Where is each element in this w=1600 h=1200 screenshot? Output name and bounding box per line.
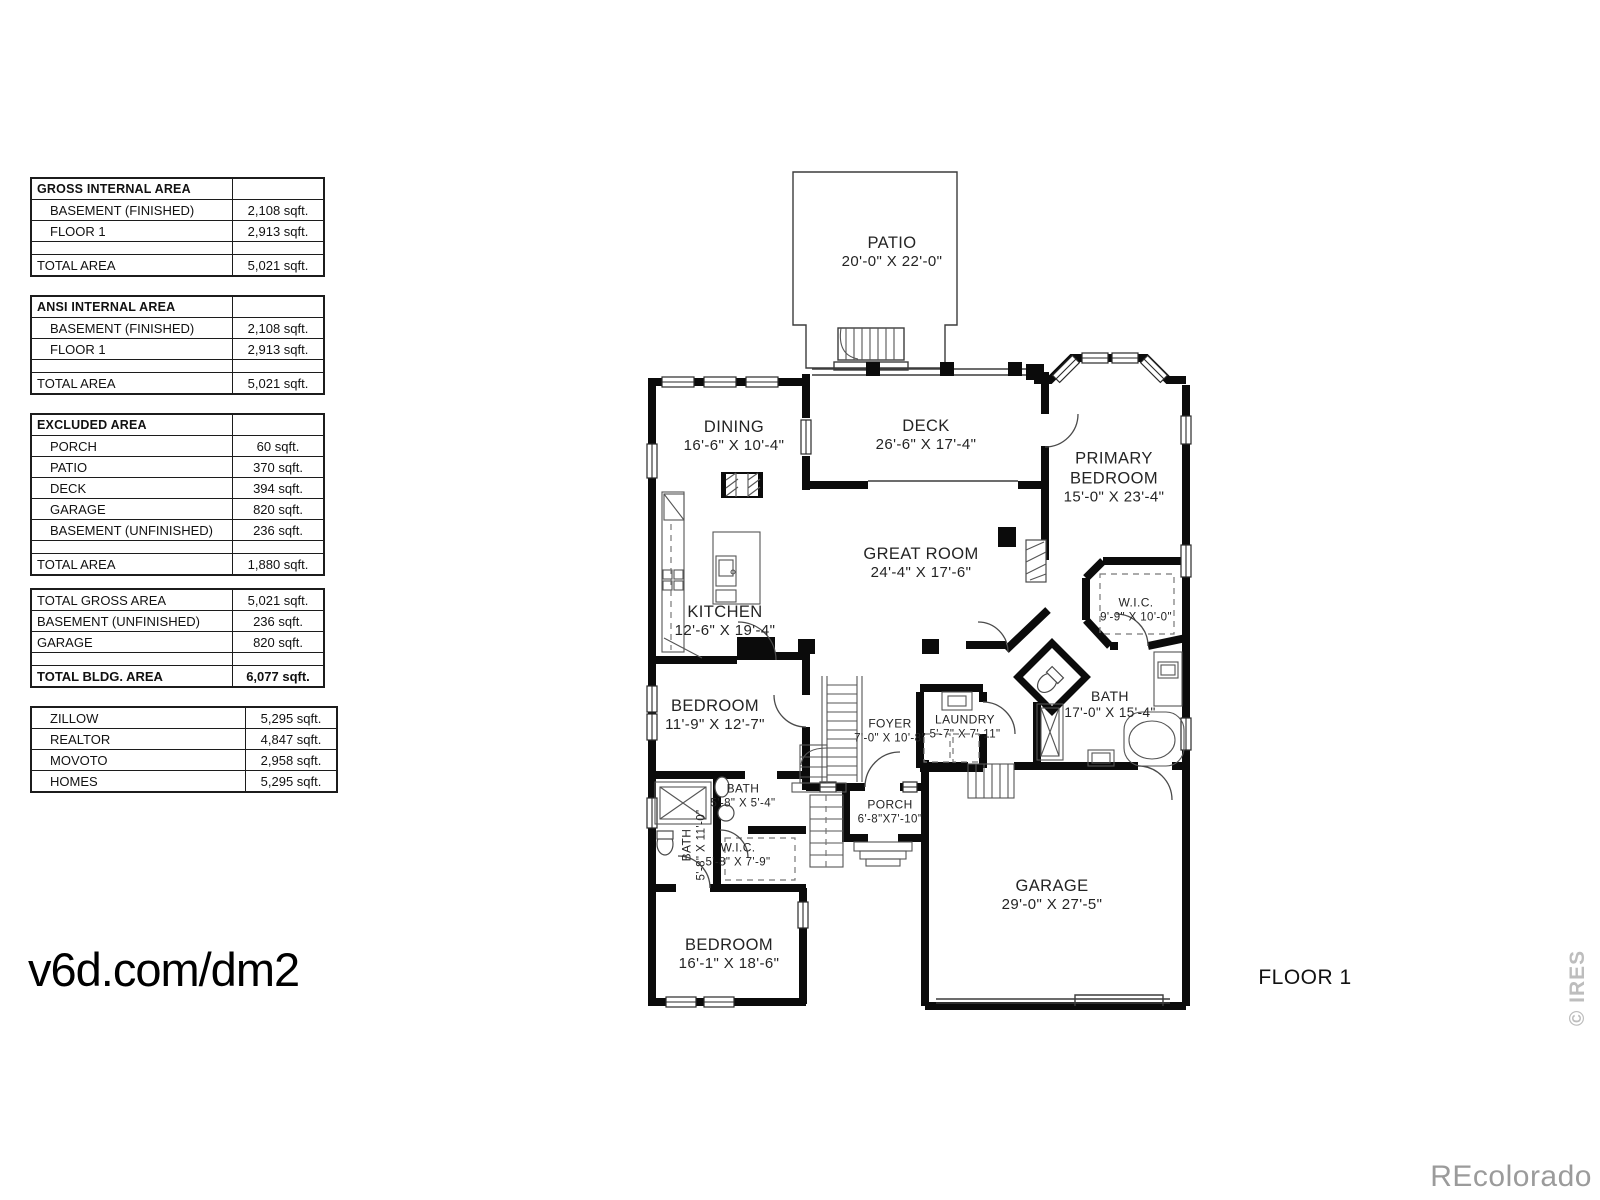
room-name: GREAT ROOM [863, 544, 979, 563]
room-name: BATH [1091, 688, 1129, 705]
room-dimensions: 12'-6" X 19'-4" [674, 621, 776, 639]
table-cell-label: BASEMENT (FINISHED) [31, 318, 233, 339]
room-label-w-i-c- [705, 841, 770, 870]
room-dimensions: 17'-0" X 15'-4" [1064, 705, 1156, 721]
table-cell-label: BASEMENT (UNFINISHED) [31, 611, 233, 632]
room-label-porch [858, 798, 923, 827]
room-label-bedroom [665, 696, 765, 734]
room-dimensions: 11'-9" X 12'-7" [665, 715, 765, 733]
room-name: DINING [703, 417, 765, 436]
table-cell-label: TOTAL AREA [31, 554, 233, 576]
table-cell-value: 6,077 sqft. [233, 666, 325, 688]
table-cell-value: 2,108 sqft. [233, 200, 325, 221]
table-cell-label: TOTAL GROSS AREA [31, 589, 233, 611]
room-name: BEDROOM [684, 935, 774, 954]
room-name: BEDROOM [670, 696, 760, 715]
table-cell-value: 2,108 sqft. [233, 318, 325, 339]
room-dimensions: 16'-1" X 18'-6" [678, 954, 780, 972]
room-name: BATH [679, 828, 694, 862]
room-dimensions: 7'-0" X 10'-8" [854, 732, 926, 745]
watermark-url: v6d.com/dm2 [28, 943, 300, 996]
table-cell-label: REALTOR [31, 729, 246, 750]
table-cell-value: 5,295 sqft. [246, 771, 338, 793]
room-dimensions: 24'-4" X 17'-6" [870, 563, 972, 581]
table-cell-label: BASEMENT (UNFINISHED) [31, 520, 233, 541]
room-label-kitchen [675, 602, 776, 640]
table-cell-label: FLOOR 1 [31, 339, 233, 360]
table-cell-label: DECK [31, 478, 233, 499]
table-cell-value: 2,913 sqft. [233, 221, 325, 242]
room-name: W.I.C. [1118, 595, 1154, 610]
ires-copyright: © IRES [1566, 949, 1589, 1027]
room-label-garage [1002, 876, 1103, 914]
table-cell-label: GARAGE [31, 632, 233, 653]
table-cell-value: 820 sqft. [233, 499, 325, 520]
table-cell-label: TOTAL BLDG. AREA [31, 666, 233, 688]
table-cell-value: 394 sqft. [233, 478, 325, 499]
room-label-laundry [929, 713, 1000, 742]
room-label-bath [1064, 688, 1155, 722]
room-dimensions: 29'-0" X 27'-5" [1001, 895, 1103, 913]
table-cell-label: TOTAL AREA [31, 255, 233, 277]
room-name: KITCHEN [687, 602, 763, 621]
room-dimensions: 16'-6" X 10'-4" [683, 436, 785, 454]
floor-number-label: FLOOR 1 [1258, 966, 1352, 989]
room-dimensions: 5'-8" X 7'-9" [705, 856, 771, 869]
room-label-dining [684, 417, 785, 455]
room-dimensions: 5'-7" X 7'-11" [929, 728, 1001, 741]
table-cell-value: 60 sqft. [233, 436, 325, 457]
table-cell-value: 5,021 sqft. [233, 373, 325, 395]
room-dimensions: 9'-9" X 10'-0" [1100, 611, 1172, 624]
room-name: PORCH [867, 797, 913, 812]
room-dimensions: 26'-6" X 17'-4" [875, 435, 977, 453]
room-name: LAUNDRY [935, 712, 995, 727]
table-cell-label: MOVOTO [31, 750, 246, 771]
room-name: W.I.C. [720, 840, 756, 855]
room-label-primary-bedroom [1044, 449, 1184, 508]
room-name: FOYER [868, 716, 912, 731]
room-dimensions: 6'-8"X7'-10" [857, 813, 923, 826]
table-cell-label: BASEMENT (FINISHED) [31, 200, 233, 221]
table-cell-value: 2,958 sqft. [246, 750, 338, 771]
room-name: DECK [902, 416, 950, 435]
room-dimensions: 20'-0" X 22'-0" [841, 252, 943, 270]
room-label-bedroom [679, 935, 780, 973]
table-cell-value: 236 sqft. [233, 611, 325, 632]
table-cell-label: GARAGE [31, 499, 233, 520]
room-dimensions: 15'-0" X 23'-4" [1063, 488, 1165, 506]
table-cell-value: 5,295 sqft. [246, 707, 338, 729]
room-name: GARAGE [1015, 876, 1089, 895]
room-label-bath [710, 782, 775, 811]
table-cell-label: TOTAL AREA [31, 373, 233, 395]
recolorado-credit: REcolorado [1430, 1160, 1592, 1193]
room-name: PRIMARY BEDROOM [1069, 449, 1159, 488]
table-cell-value: 2,913 sqft. [233, 339, 325, 360]
room-label-patio [842, 233, 943, 271]
table-cell-value: 370 sqft. [233, 457, 325, 478]
table-cell-value: 5,021 sqft. [233, 255, 325, 277]
room-label-w-i-c- [1100, 596, 1172, 625]
room-label-deck [876, 416, 977, 454]
room-label-bath [680, 809, 709, 880]
room-label-foyer [854, 717, 926, 746]
table-cell-value: 820 sqft. [233, 632, 325, 653]
room-name: PATIO [867, 233, 917, 252]
table-cell-label: FLOOR 1 [31, 221, 233, 242]
room-name: BATH [726, 781, 760, 796]
dining-hutch [722, 473, 762, 497]
room-dimensions: 5'-8" X 11'-0" [695, 809, 708, 881]
table-cell-label: HOMES [31, 771, 246, 793]
table-cell-label: ZILLOW [31, 707, 246, 729]
table-title: EXCLUDED AREA [31, 414, 233, 436]
room-label-great-room [863, 544, 978, 582]
table-title: GROSS INTERNAL AREA [31, 178, 233, 200]
table-cell-label: PATIO [31, 457, 233, 478]
table-cell-value: 236 sqft. [233, 520, 325, 541]
table-cell-label: PORCH [31, 436, 233, 457]
table-cell-value: 4,847 sqft. [246, 729, 338, 750]
table-cell-value: 5,021 sqft. [233, 589, 325, 611]
table-cell-value: 1,880 sqft. [233, 554, 325, 576]
table-title: ANSI INTERNAL AREA [31, 296, 233, 318]
room-dimensions: 5'-8" X 5'-4" [710, 797, 776, 810]
